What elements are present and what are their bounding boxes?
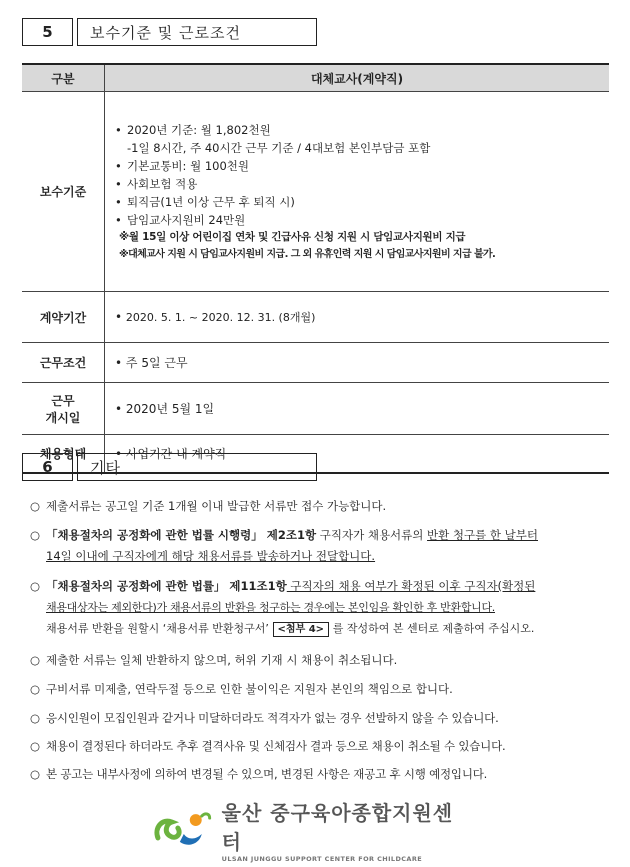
table-row [22, 343, 609, 383]
notice-item: ○ 「채용절차의 공정화에 관한 법률」 제11조1항 구직자의 채용 여부가 확정된 이후 구직자(확정된 채용대상자는 제외한다)가 채용서류의 반환을 청구하는 경우에는 본인임을 확인한 후 반환합니다. 채용서류 반환을 원할시 ‘채용서류 반환청구서’ <첨부 4> 를 작성하여 본 센터로 제출하여 주십시오. [30, 579, 536, 635]
period-cell: • 2020. 5. 1. ~ 2020. 12. 31. (8개월) [105, 292, 610, 343]
type-cell: • 사업기간 내 계약직 [105, 435, 610, 473]
notice-item: ○ 제출서류는 공고일 기준 1개월 이내 발급한 서류만 접수 가능합니다. [30, 499, 387, 513]
notice-item: ○ 본 공고는 내부사정에 의하여 변경될 수 있으며, 변경된 사항은 재공고 후 시행 예정입니다. [30, 767, 488, 781]
list-item: • 사회보험 적용 [115, 176, 198, 191]
list-item: • 2020년 기준: 월 1,802천원 [115, 122, 271, 137]
notice-item: ○ 구비서류 미제출, 연락두절 등으로 인한 불이익은 지원자 본인의 책임으로 합니다. [30, 682, 453, 696]
notice-item: ○ 채용이 결정된다 하더라도 추후 결격사유 및 신체검사 결과 등으로 채용이 취소될 수 있습니다. [30, 739, 506, 753]
table-header-row [22, 64, 609, 92]
table-row [22, 92, 609, 292]
row-label-period: 계약기간 [22, 292, 105, 343]
conditions-value: 주 5일 근무 [125, 356, 188, 370]
pay-note-1: ※월 15일 이상 어린이집 연차 및 긴급사유 신청 지원 시 담임교사지원비 지급 [119, 230, 466, 243]
notice-item: ○ 응시인원이 모집인원과 같거나 미달하더라도 적격자가 없는 경우 선발하지 않을 수 있습니다. [30, 711, 499, 725]
period-value: 2020. 5. 1. ~ 2020. 12. 31. (8개월) [125, 311, 316, 324]
notice-item: ○ 제출한 서류는 일체 반환하지 않으며, 허위 기재 시 채용이 취소됩니다. [30, 653, 398, 667]
row-label-start: 근무 개시일 [22, 383, 105, 435]
pay-cell [105, 92, 610, 292]
section-6-header [22, 453, 317, 481]
section-title: 보수기준 및 근로조건 [77, 18, 317, 46]
table-header-category: 구분 [22, 64, 105, 92]
logo-korean-text: 울산 중구육아종합지원센터 [221, 801, 454, 854]
table-header-position: 대체교사(계약직) [105, 64, 610, 92]
row-label-type: 채용형태 [22, 435, 105, 473]
section-number: 5 [22, 18, 73, 46]
list-item: • 담임교사지원비 24만원 [115, 212, 246, 227]
type-value: 사업기간 내 계약직 [125, 446, 227, 461]
start-value: 2020년 5월 1일 [125, 402, 215, 416]
row-label-conditions: 근무조건 [22, 343, 105, 383]
pay-note-2: ※대체교사 지원 시 담임교사지원비 지급. 그 외 유휴인력 지원 시 담임교사지원비 지급 불가. [119, 248, 496, 260]
logo-mark-icon [152, 808, 214, 852]
employment-table [22, 63, 609, 474]
row-label-pay: 보수기준 [22, 92, 105, 292]
center-logo [152, 801, 472, 863]
start-cell: • 2020년 5월 1일 [105, 383, 610, 435]
list-item: • 퇴직금(1년 이상 근무 후 퇴직 시) [115, 194, 295, 209]
section-5-header [22, 18, 317, 46]
conditions-cell: • 주 5일 근무 [105, 343, 610, 383]
list-item: -1일 8시간, 주 40시간 근무 기준 / 4대보험 본인부담금 포함 [127, 140, 431, 155]
section-title: 기타 [77, 453, 317, 481]
notice-item: ○ 「채용절차의 공정화에 관한 법률 시행령」 제2조1항 구직자가 채용서류의 반환 청구를 한 날부터 14일 이내에 구직자에게 해당 채용서류를 발송하거나 전달합니다. [30, 528, 538, 563]
section-number: 6 [22, 453, 73, 481]
list-item: • 기본교통비: 월 100천원 [115, 158, 250, 173]
attachment-4-box: <첨부 4> [273, 622, 330, 637]
logo-english-text: ULSAN JUNGGU SUPPORT CENTER FOR CHILDCARE [221, 855, 423, 863]
table-row [22, 383, 609, 435]
table-row [22, 292, 609, 343]
